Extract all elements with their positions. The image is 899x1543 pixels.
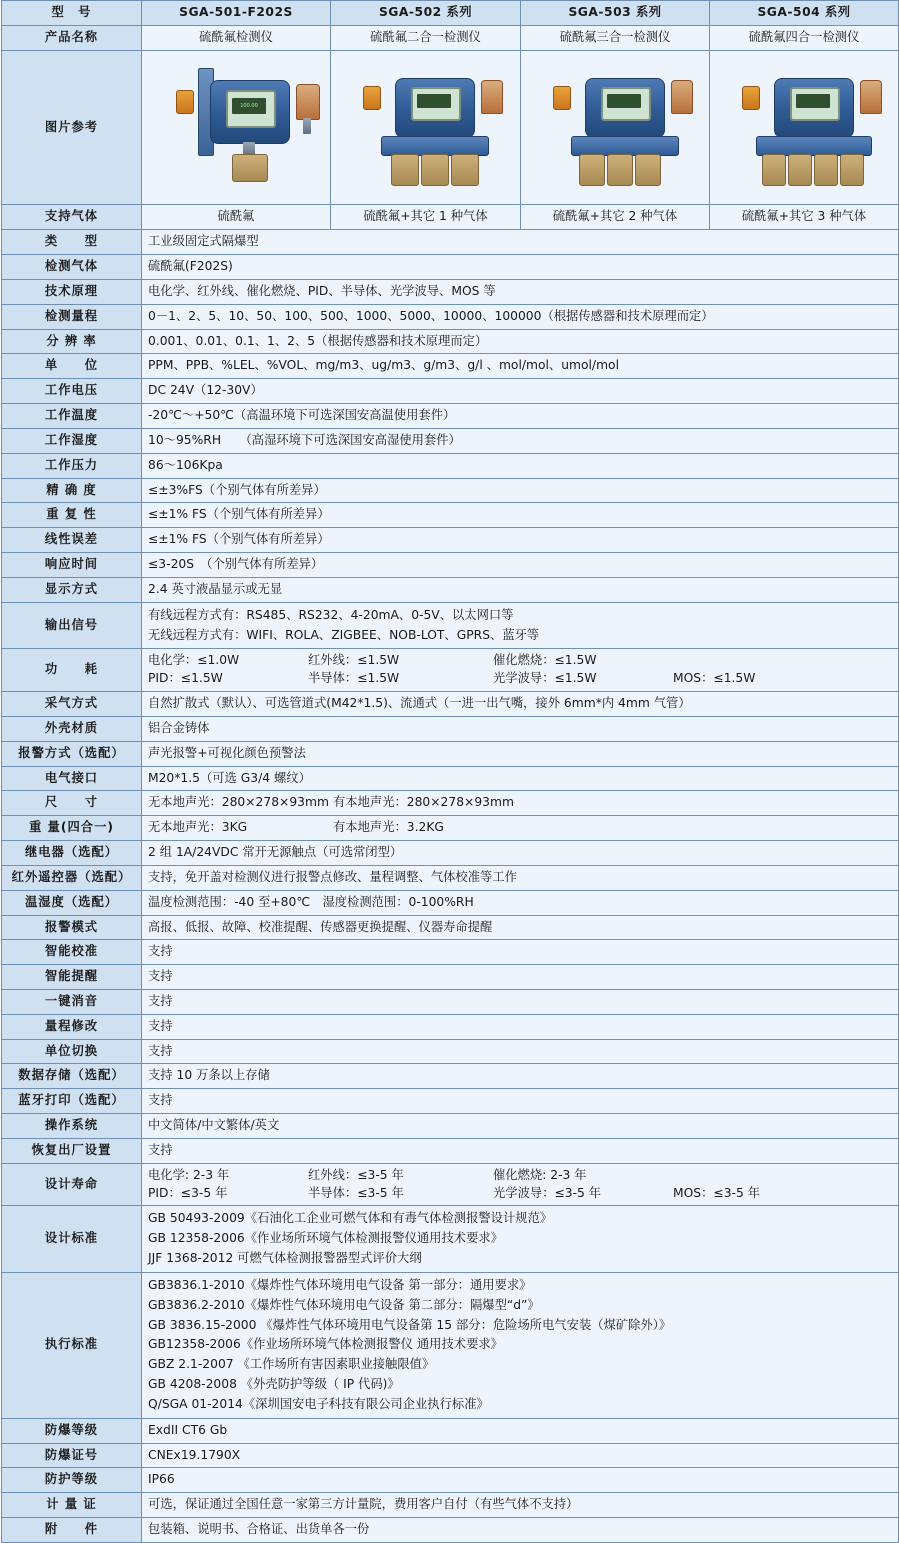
row-value-size bbox=[142, 791, 899, 816]
row-label-humidity: 工作湿度 bbox=[2, 428, 142, 453]
device-image-1 bbox=[142, 50, 331, 205]
row-value-range-modify: 支持 bbox=[142, 1014, 899, 1039]
row-value-output-signal bbox=[142, 602, 899, 649]
exec-standard-line: GB12358-2006《作业场所环境气体检测报警仪 通用技术要求》 bbox=[148, 1337, 503, 1352]
row-label-weight: 重 量(四合一) bbox=[2, 816, 142, 841]
row-label-temperature: 工作温度 bbox=[2, 404, 142, 429]
row-label-lifetime: 设计寿命 bbox=[2, 1163, 142, 1206]
row-value-principle: 电化学、红外线、催化燃烧、PID、半导体、光学波导、MOS 等 bbox=[142, 279, 899, 304]
table-row-ir-remote bbox=[2, 865, 899, 890]
device-image-3 bbox=[521, 50, 710, 205]
lifetime-catalytic: 催化燃烧: 2-3 年 bbox=[493, 1167, 587, 1182]
table-row-metrology-certificate bbox=[2, 1493, 899, 1518]
specification-table bbox=[1, 0, 899, 1543]
row-value-repeatability: ≤±1% FS（个别气体有所差异） bbox=[142, 503, 899, 528]
table-row-humidity bbox=[2, 428, 899, 453]
table-row-resolution bbox=[2, 329, 899, 354]
row-label-resolution: 分 辨 率 bbox=[2, 329, 142, 354]
row-value-smart-calibration: 支持 bbox=[142, 940, 899, 965]
power-electrochemical: 电化学：≤1.0W bbox=[148, 653, 240, 668]
table-row-product-name bbox=[2, 25, 899, 50]
table-row-accuracy bbox=[2, 478, 899, 503]
row-label-output-signal: 输出信号 bbox=[2, 602, 142, 649]
power-catalytic: 催化燃烧：≤1.5W bbox=[493, 653, 597, 668]
row-label-pressure: 工作压力 bbox=[2, 453, 142, 478]
row-value-weight bbox=[142, 816, 899, 841]
lifetime-optical: 光学波导：≤3-5 年 bbox=[493, 1185, 602, 1200]
exec-standard-line: GB3836.1-2010《爆炸性气体环境用电气设备 第一部分：通用要求》 bbox=[148, 1277, 532, 1292]
output-signal-wireless: 无线远程方式有：WIFI、ROLA、ZIGBEE、NOB-LOT、GPRS、蓝牙等 bbox=[148, 627, 540, 642]
table-row-model bbox=[2, 1, 899, 26]
row-value-range: 0－1、2、5、10、50、100、500、1000、5000、10000、100000（根据传感器和技术原理而定） bbox=[142, 304, 899, 329]
row-label-accuracy: 精 确 度 bbox=[2, 478, 142, 503]
row-value-design-standard bbox=[142, 1206, 899, 1272]
row-value-electrical-interface: M20*1.5（可选 G3/4 螺纹） bbox=[142, 766, 899, 791]
row-value-power bbox=[142, 649, 899, 692]
table-row-images bbox=[2, 50, 899, 205]
row-value-ip-grade: IP66 bbox=[142, 1468, 899, 1493]
detector-illustration-quad bbox=[716, 54, 892, 196]
table-row-housing bbox=[2, 716, 899, 741]
table-row-unit-switch bbox=[2, 1039, 899, 1064]
support-gas-cell-3: 硫酰氟+其它 2 种气体 bbox=[521, 205, 710, 230]
power-pid: PID：≤1.5W bbox=[148, 671, 223, 686]
row-value-bluetooth-print: 支持 bbox=[142, 1089, 899, 1114]
display-readout: 100.00 bbox=[232, 98, 266, 114]
row-value-resolution: 0.001、0.01、0.1、1、2、5（根据传感器和技术原理而定） bbox=[142, 329, 899, 354]
row-label-temp-humidity-optional: 温湿度（选配） bbox=[2, 890, 142, 915]
table-row-sampling bbox=[2, 692, 899, 717]
row-label-range-modify: 量程修改 bbox=[2, 1014, 142, 1039]
table-row-ex-certificate bbox=[2, 1443, 899, 1468]
row-label-range: 检测量程 bbox=[2, 304, 142, 329]
table-row-electrical-interface bbox=[2, 766, 899, 791]
row-label-smart-calibration: 智能校准 bbox=[2, 940, 142, 965]
row-label-voltage: 工作电压 bbox=[2, 379, 142, 404]
row-label-metrology-certificate: 计 量 证 bbox=[2, 1493, 142, 1518]
table-row-os bbox=[2, 1114, 899, 1139]
power-optical: 光学波导：≤1.5W bbox=[493, 671, 597, 686]
lifetime-electrochemical: 电化学: 2-3 年 bbox=[148, 1167, 230, 1182]
table-row-temperature bbox=[2, 404, 899, 429]
row-value-data-storage: 支持 10 万条以上存储 bbox=[142, 1064, 899, 1089]
row-value-one-key-mute: 支持 bbox=[142, 989, 899, 1014]
row-label-detect-gas: 检测气体 bbox=[2, 255, 142, 280]
row-label-product-name: 产品名称 bbox=[2, 25, 142, 50]
table-row-smart-reminder bbox=[2, 965, 899, 990]
row-value-voltage: DC 24V（12-30V） bbox=[142, 379, 899, 404]
row-value-linear-error: ≤±1% FS（个别气体有所差异） bbox=[142, 528, 899, 553]
row-value-humidity: 10～95%RH （高湿环境下可选深国安高湿使用套件） bbox=[142, 428, 899, 453]
table-row-bluetooth-print bbox=[2, 1089, 899, 1114]
model-cell-2: SGA-502 系列 bbox=[331, 1, 521, 26]
table-row-smart-calibration bbox=[2, 940, 899, 965]
row-value-smart-reminder: 支持 bbox=[142, 965, 899, 990]
lifetime-mos: MOS：≤3-5 年 bbox=[673, 1185, 760, 1200]
row-label-smart-reminder: 智能提醒 bbox=[2, 965, 142, 990]
design-standard-line: GB 12358-2006《作业场所环境气体检测报警仪通用技术要求》 bbox=[148, 1231, 503, 1246]
exec-standard-line: GB 3836.15-2000 《爆炸性气体环境用电气设备第 15 部分：危险场所电气安装（煤矿除外）》 bbox=[148, 1317, 672, 1332]
table-row-voltage bbox=[2, 379, 899, 404]
row-label-os: 操作系统 bbox=[2, 1114, 142, 1139]
model-cell-4: SGA-504 系列 bbox=[710, 1, 899, 26]
device-image-2 bbox=[331, 50, 521, 205]
row-label-principle: 技术原理 bbox=[2, 279, 142, 304]
model-cell-3: SGA-503 系列 bbox=[521, 1, 710, 26]
row-value-os: 中文简体/中文繁体/英文 bbox=[142, 1114, 899, 1139]
row-value-metrology-certificate: 可选，保证通过全国任意一家第三方计量院，费用客户自付（有些气体不支持） bbox=[142, 1493, 899, 1518]
row-value-unit: PPM、PPB、%LEL、%VOL、mg/m3、ug/m3、g/m3、g/l 、mol/mol、umol/mol bbox=[142, 354, 899, 379]
row-value-alarm-modes: 高报、低报、故障、校准提醒、传感器更换提醒、仪器寿命提醒 bbox=[142, 915, 899, 940]
table-row-unit bbox=[2, 354, 899, 379]
product-name-cell-1: 硫酰氟检测仪 bbox=[142, 25, 331, 50]
row-value-factory-reset: 支持 bbox=[142, 1138, 899, 1163]
row-value-sampling: 自然扩散式（默认）、可选管道式(M42*1.5)、流通式（一进一出气嘴，接外 6mm*内 4mm 气管） bbox=[142, 692, 899, 717]
table-row-alarm-modes bbox=[2, 915, 899, 940]
lifetime-infrared: 红外线：≤3-5 年 bbox=[308, 1167, 404, 1182]
power-blank bbox=[673, 652, 823, 670]
row-label-support-gas: 支持气体 bbox=[2, 205, 142, 230]
row-label-linear-error: 线性误差 bbox=[2, 528, 142, 553]
row-value-temp-humidity-optional: 温度检测范围：-40 至+80℃ 湿度检测范围：0-100%RH bbox=[142, 890, 899, 915]
product-name-cell-2: 硫酰氟二合一检测仪 bbox=[331, 25, 521, 50]
row-value-accuracy: ≤±3%FS（个别气体有所差异） bbox=[142, 478, 899, 503]
lifetime-blank bbox=[673, 1167, 823, 1185]
table-row-output-signal bbox=[2, 602, 899, 649]
row-label-unit-switch: 单位切换 bbox=[2, 1039, 142, 1064]
row-value-lifetime bbox=[142, 1163, 899, 1206]
row-value-unit-switch: 支持 bbox=[142, 1039, 899, 1064]
table-row-display bbox=[2, 577, 899, 602]
row-label-housing: 外壳材质 bbox=[2, 716, 142, 741]
table-row-ip-grade bbox=[2, 1468, 899, 1493]
table-row-one-key-mute bbox=[2, 989, 899, 1014]
row-label-electrical-interface: 电气接口 bbox=[2, 766, 142, 791]
table-row-ex-grade bbox=[2, 1418, 899, 1443]
table-row-accessories bbox=[2, 1518, 899, 1543]
row-value-detect-gas: 硫酰氟(F202S) bbox=[142, 255, 899, 280]
weight-without-alarm: 无本地声光：3KG bbox=[148, 820, 248, 835]
detector-illustration-dual bbox=[337, 54, 514, 196]
size-without-alarm: 无本地声光：280×278×93mm bbox=[148, 795, 329, 810]
row-value-housing: 铝合金铸体 bbox=[142, 716, 899, 741]
table-row-exec-standard bbox=[2, 1272, 899, 1418]
table-row-relay bbox=[2, 841, 899, 866]
row-value-response-time: ≤3-20S （个别气体有所差异） bbox=[142, 553, 899, 578]
support-gas-cell-1: 硫酰氟 bbox=[142, 205, 331, 230]
row-label-design-standard: 设计标准 bbox=[2, 1206, 142, 1272]
row-label-image-reference: 图片参考 bbox=[2, 50, 142, 205]
table-row-size bbox=[2, 791, 899, 816]
row-label-ex-grade: 防爆等级 bbox=[2, 1418, 142, 1443]
table-row-weight bbox=[2, 816, 899, 841]
row-value-alarm-mode-optional: 声光报警+可视化颜色预警法 bbox=[142, 741, 899, 766]
row-value-ex-certificate: CNEx19.1790X bbox=[142, 1443, 899, 1468]
lifetime-pid: PID：≤3-5 年 bbox=[148, 1185, 228, 1200]
table-row-repeatability bbox=[2, 503, 899, 528]
output-signal-wired: 有线远程方式有：RS485、RS232、4-20mA、0-5V、以太网口等 bbox=[148, 607, 514, 622]
table-row-detect-gas bbox=[2, 255, 899, 280]
weight-with-alarm: 有本地声光：3.2KG bbox=[333, 820, 444, 835]
support-gas-cell-4: 硫酰氟+其它 3 种气体 bbox=[710, 205, 899, 230]
table-row-range bbox=[2, 304, 899, 329]
row-value-pressure: 86～106Kpa bbox=[142, 453, 899, 478]
row-label-accessories: 附 件 bbox=[2, 1518, 142, 1543]
table-row-factory-reset bbox=[2, 1138, 899, 1163]
lifetime-semiconductor: 半导体：≤3-5 年 bbox=[308, 1185, 404, 1200]
table-row-lifetime bbox=[2, 1163, 899, 1206]
row-label-repeatability: 重 复 性 bbox=[2, 503, 142, 528]
row-label-factory-reset: 恢复出厂设置 bbox=[2, 1138, 142, 1163]
table-row-response-time bbox=[2, 553, 899, 578]
model-cell-1: SGA-501-F202S bbox=[142, 1, 331, 26]
row-label-ir-remote: 红外遥控器（选配） bbox=[2, 865, 142, 890]
power-mos: MOS：≤1.5W bbox=[673, 671, 756, 686]
row-label-exec-standard: 执行标准 bbox=[2, 1272, 142, 1418]
table-row-linear-error bbox=[2, 528, 899, 553]
row-label-alarm-modes: 报警模式 bbox=[2, 915, 142, 940]
table-row-type bbox=[2, 230, 899, 255]
row-label-model: 型 号 bbox=[2, 1, 142, 26]
detector-illustration-single bbox=[148, 54, 324, 196]
table-row-alarm-mode-optional bbox=[2, 741, 899, 766]
exec-standard-line: GB 4208-2008 《外壳防护等级（ IP 代码)》 bbox=[148, 1377, 400, 1392]
product-name-cell-4: 硫酰氟四合一检测仪 bbox=[710, 25, 899, 50]
device-image-4 bbox=[710, 50, 899, 205]
row-label-one-key-mute: 一键消音 bbox=[2, 989, 142, 1014]
table-row-pressure bbox=[2, 453, 899, 478]
row-value-ex-grade: ExdII CT6 Gb bbox=[142, 1418, 899, 1443]
size-with-alarm: 有本地声光：280×278×93mm bbox=[333, 795, 514, 810]
table-row-range-modify bbox=[2, 1014, 899, 1039]
row-label-data-storage: 数据存储（选配） bbox=[2, 1064, 142, 1089]
table-row-design-standard bbox=[2, 1206, 899, 1272]
row-label-ex-certificate: 防爆证号 bbox=[2, 1443, 142, 1468]
row-value-ir-remote: 支持，免开盖对检测仪进行报警点修改、量程调整、气体校准等工作 bbox=[142, 865, 899, 890]
design-standard-line: GB 50493-2009《石油化工企业可燃气体和有毒气体检测报警设计规范》 bbox=[148, 1211, 553, 1226]
table-row-support-gas bbox=[2, 205, 899, 230]
row-label-power: 功 耗 bbox=[2, 649, 142, 692]
row-label-sampling: 采气方式 bbox=[2, 692, 142, 717]
table-row-power bbox=[2, 649, 899, 692]
row-label-size: 尺 寸 bbox=[2, 791, 142, 816]
support-gas-cell-2: 硫酰氟+其它 1 种气体 bbox=[331, 205, 521, 230]
table-row-temp-humidity-optional bbox=[2, 890, 899, 915]
row-value-display: 2.4 英寸液晶显示或无显 bbox=[142, 577, 899, 602]
row-value-relay: 2 组 1A/24VDC 常开无源触点（可选常闭型） bbox=[142, 841, 899, 866]
detector-illustration-triple bbox=[527, 54, 703, 196]
row-value-accessories: 包装箱、说明书、合格证、出货单各一份 bbox=[142, 1518, 899, 1543]
row-label-ip-grade: 防护等级 bbox=[2, 1468, 142, 1493]
table-row-principle bbox=[2, 279, 899, 304]
power-semiconductor: 半导体：≤1.5W bbox=[308, 671, 400, 686]
row-label-unit: 单 位 bbox=[2, 354, 142, 379]
row-label-bluetooth-print: 蓝牙打印（选配） bbox=[2, 1089, 142, 1114]
row-value-type: 工业级固定式隔爆型 bbox=[142, 230, 899, 255]
power-infrared: 红外线：≤1.5W bbox=[308, 653, 400, 668]
product-name-cell-3: 硫酰氟三合一检测仪 bbox=[521, 25, 710, 50]
exec-standard-line: GBZ 2.1-2007 《工作场所有害因素职业接触限值》 bbox=[148, 1357, 435, 1372]
row-value-temperature: -20℃～+50℃（高温环境下可选深国安高温使用套件） bbox=[142, 404, 899, 429]
design-standard-line: JJF 1368-2012 可燃气体检测报警器型式评价大纲 bbox=[148, 1251, 422, 1266]
exec-standard-line: GB3836.2-2010《爆炸性气体环境用电气设备 第二部分：隔爆型“d”》 bbox=[148, 1297, 540, 1312]
row-label-relay: 继电器（选配） bbox=[2, 841, 142, 866]
row-label-display: 显示方式 bbox=[2, 577, 142, 602]
row-label-type: 类 型 bbox=[2, 230, 142, 255]
exec-standard-line: Q/SGA 01-2014《深圳国安电子科技有限公司企业执行标准》 bbox=[148, 1396, 489, 1411]
row-label-alarm-mode-optional: 报警方式（选配） bbox=[2, 741, 142, 766]
table-row-data-storage bbox=[2, 1064, 899, 1089]
row-label-response-time: 响应时间 bbox=[2, 553, 142, 578]
row-value-exec-standard bbox=[142, 1272, 899, 1418]
